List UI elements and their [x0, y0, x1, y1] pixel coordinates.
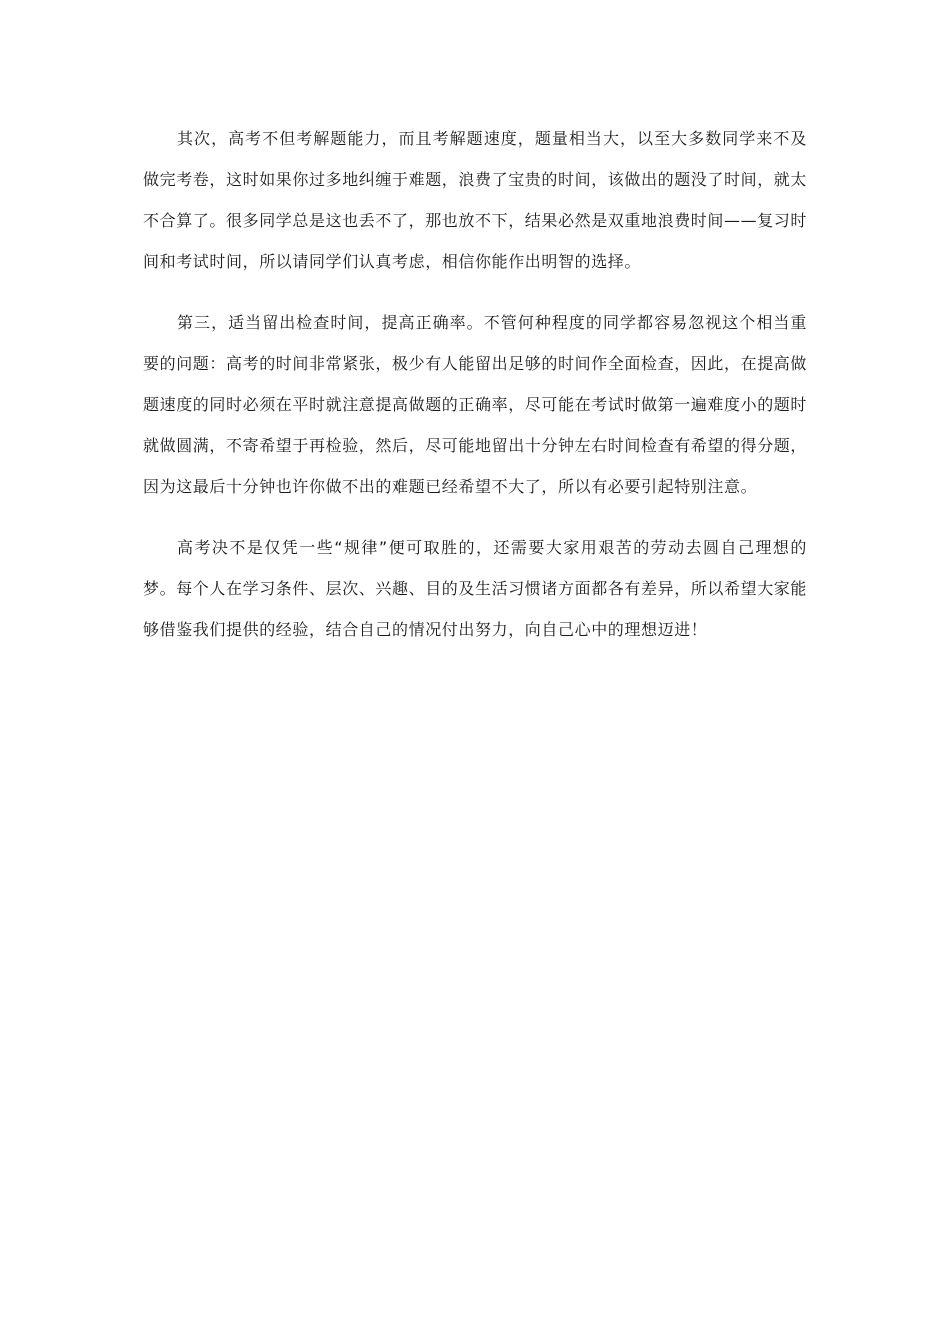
- document-body: [143, 118, 807, 670]
- paragraph-conclusion: 高考决不是仅凭一些“规律”便可取胜的，还需要大家用艰苦的劳动去圆自己理想的梦。每个人在学习条件、层次、兴趣、目的及生活习惯诸方面都各有差异，所以希望大家能够借鉴我们提供的经验，结合自己的情况付出努力，向自己心中的理想迈进！: [143, 538, 808, 639]
- paragraph-time-management: 其次，高考不但考解题能力，而且考解题速度，题量相当大，以至大多数同学来不及做完考卷，这时如果你过多地纠缠于难题，浪费了宝贵的时间，该做出的题没了时间，就太不合算了。很多同学总是这也丢不了，那也放不下，结果必然是双重地浪费时间——复习时间和考试时间，所以请同学们认真考虑，相信你能作出明智的选择。: [143, 129, 808, 271]
- paragraph-checking-time: 第三，适当留出检查时间，提高正确率。不管何种程度的同学都容易忽视这个相当重要的问题：高考的时间非常紧张，极少有人能留出足够的时间作全面检查，因此，在提高做题速度的同时必须在平时就注意提高做题的正确率，尽可能在考试时做第一遍难度小的题时就做圆满，不寄希望于再检验，然后，尽可能地留出十分钟左右时间检查有希望的得分题，因为这最后十分钟也许你做不出的难题已经希望不大了，所以有必要引起特别注意。: [143, 313, 808, 496]
